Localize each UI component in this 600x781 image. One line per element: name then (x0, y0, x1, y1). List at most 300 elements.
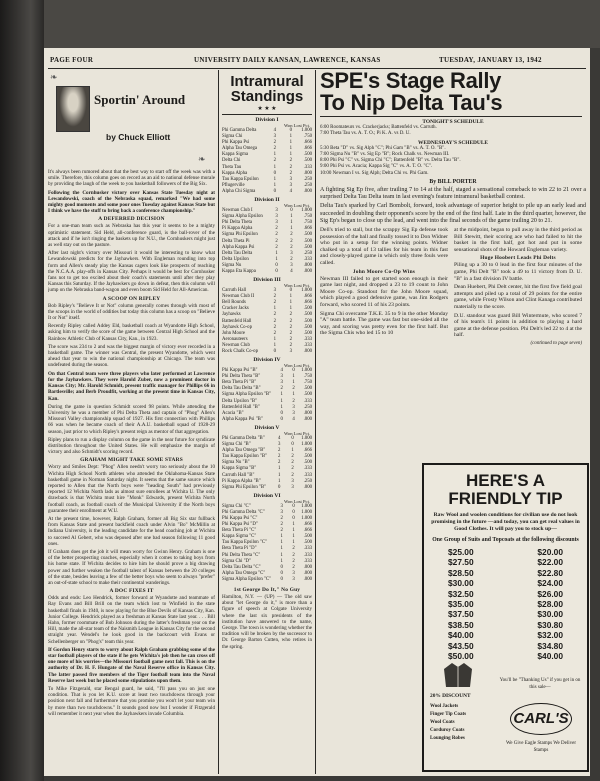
cell-won: 4 (277, 435, 281, 441)
cell-won: 3 (275, 208, 278, 214)
cell-team: Kappa Alpha (222, 170, 248, 176)
cell-won: 1 (273, 176, 276, 182)
cell-team: Acacia "B" (222, 410, 244, 416)
cell-pct: .000 (303, 410, 312, 416)
price-sale: $34.80 (537, 640, 563, 651)
cell-team: Delta Upsilon (222, 256, 249, 262)
cell-lost: 0 (292, 515, 295, 521)
cell-pct: .333 (303, 558, 312, 564)
cell-won: 2 (273, 324, 276, 330)
cell-team: Pi Kappa Alpha "B" (222, 478, 261, 484)
story-byline: By BILL PORTER (429, 179, 477, 186)
continued-note: (continued to page seven) (530, 341, 582, 346)
paragraph: It's always been rumored about that the best way to start off the week was with a smile. Therefore, this column goes on record as an aid to national defense morale by providing the laugh of the week to you basketball followers of the Big Six. (48, 169, 215, 188)
story-columns (320, 227, 586, 346)
paragraph: During the game in question Schmidt scored 98 points. While attending the University he was a member of Phi Delta Theta and captain of "Phog" Allen's Missouri Valley championship squad of 1927. His first connection with Phillips 66 was when he became coach of their A.A.U. basketball squad of 1928-29 season, just prior to which Ripley's present reign as mentor of that aggregation. (48, 403, 215, 435)
story-headline: To Nip Delta Tau's (320, 90, 503, 115)
cell-lost: 1 (289, 134, 292, 140)
discount-item: Finger Tip Coats (430, 712, 467, 717)
cell-won: 2 (273, 140, 276, 146)
price-regular: $28.50 (448, 567, 474, 578)
cell-lost: 2 (292, 398, 295, 404)
cell-pct: 1.000 (301, 435, 312, 441)
cell-team: Sigma Nu (222, 262, 242, 268)
price-row (424, 599, 587, 609)
subhead: John Moore Co-Op Wins (352, 268, 416, 275)
price-regular: $30.00 (448, 578, 474, 589)
cell-team: Beta Theta Pi "C" (222, 528, 257, 534)
subhead: A DOC FIXES IT (109, 588, 154, 595)
standings-table (222, 504, 312, 583)
cell-won: 0 (275, 268, 278, 274)
paragraph: Worry and Smiles Dept: "Phog" Allen needn't worry too seriously about the 10 Wichita High School North athletes who attended the Oklahoma-Kansas State basketball game in Norman Saturday night. It seems that the same source which reported to Allen that the North boys were "heading South" had previously reported 12 Wichita North lads as almost sure enrollees at Wichita U. The only drawback is that Wichita must hire "Monk" Edwards, present Wichita North football coach, as football coach of the Municipal University if the North boys guarantee their enrollment at W.U. (48, 464, 215, 514)
book-binding-edge (0, 0, 44, 781)
cell-team: Battenfeld Hall (222, 318, 252, 324)
ad-group-line: One Group of Suits and Topcoats at the following discounts (432, 537, 579, 543)
price-regular: $25.00 (448, 547, 474, 557)
cell-lost: 3 (292, 410, 295, 416)
cell-lost: 2 (292, 558, 295, 564)
ad-headline-line: FRIENDLY TIP (448, 489, 563, 508)
cell-team: Pi Kappa Alpha (222, 226, 253, 232)
cell-won: 2 (277, 460, 281, 466)
column-divider (218, 70, 219, 774)
cell-won: 1 (273, 342, 276, 348)
cell-pct: .500 (303, 534, 312, 540)
cell-won: 0 (280, 564, 283, 570)
cell-pct: .666 (303, 146, 312, 152)
ad-thanks: You'll be "Thanking Us" if you get in on this sale— (499, 678, 581, 690)
cell-pct: .333 (303, 336, 312, 342)
column-header: Won Lost Pct. (283, 363, 310, 369)
column-header: Won Lost Pct. (283, 430, 310, 436)
cell-lost: 1 (289, 140, 292, 146)
paragraph: Following the Cornhusker victory over Kansas State Tuesday night at Lewandowski, coach of the Nebraska squad, remarked "We had some mighty good moments and some poor ones Tuesday against Kansas State but I think we have the stuff to bring back a conference championship." (48, 189, 215, 215)
cell-team: Phi Gamma Delta "B" (222, 435, 265, 441)
cell-pct: .666 (303, 522, 312, 528)
paragraph: A fighting Sig Ep five, after trailing 7 to 14 at the half, staged a sensational comeback to win 22 to 21 over a surprised Delta Tau Delta team in last evening's feature intramural basketball contest. (320, 187, 586, 201)
schedule-line: 7:00 Sigma Nu "B" vs. Sig Ep "B"; Rock Chalk vs. Newman III. (320, 151, 450, 157)
cell-lost: 2 (290, 256, 293, 262)
cell-team: Sigma Chi "D" (222, 558, 251, 564)
price-sale: $22.00 (537, 557, 563, 568)
cell-won: 2 (273, 312, 276, 318)
cell-team: Kappa Sigma (222, 152, 248, 158)
cell-team: Sigma Alpha Epsilon "C" (222, 576, 272, 582)
cell-pct: .750 (303, 134, 312, 140)
cell-lost: 4 (292, 416, 295, 422)
price-row (424, 651, 587, 661)
cell-pct: .500 (303, 330, 312, 336)
cell-pct: .500 (303, 540, 312, 546)
discount-label: 20% DISCOUNT (430, 693, 471, 699)
paragraph: The score was 234 to 2 and was the biggest margin of victory ever recorded in a basketball game. The winner was Central, the present Wyandotte, which went ahead that year to win the national championship at Chicago. The team was undefeated during the season. (48, 343, 215, 369)
cell-lost: 2 (292, 564, 295, 570)
paragraph: If Gordon Henry starts to worry about Ralph Graham grabbing some of the star football players of the state if he gets Wichita's job then he can cross off one more of his worries—the Missouri football game next fall. This is on the authority of Dr. H. F. Hungate of the Naval Reserve office in Kansas City. The latter passed five members of the Tiger football team into the Naval Reserve last week but he placed some stipulations upon them. (48, 646, 215, 684)
cell-lost: 3 (291, 478, 294, 484)
paragraph: Bob Ripley's "Believe It or Not" column generally comes through with most of the scoops in the world of oddities but today this column has a scoop on "Believe It or Not" itself. (48, 302, 215, 322)
cell-lost: 3 (290, 250, 293, 256)
price-regular: $27.50 (448, 557, 474, 568)
cell-pct: .333 (303, 552, 312, 558)
paragraph: Sigma Chi overcame T.K.E. 35 to 9 in the other Monday "A" team battle. The game was fast but one-sided all the way, and scoring was pretty even for the first half. But the Sigma Chis who led 15 to 10 (320, 310, 448, 337)
cell-pct: .000 (303, 484, 312, 490)
schedule-line: 5:30 Beta "D" vs. Sig Alph "C"; Phi Gam "B" vs. A. T. O. "B". (320, 145, 446, 151)
cell-won: 4 (273, 128, 276, 133)
cell-pct: .500 (303, 158, 312, 164)
cell-team: Phi Gamma Delta (222, 128, 257, 133)
cell-lost: 4 (290, 268, 293, 274)
standings-title (222, 74, 312, 104)
cell-won: 1 (280, 552, 283, 558)
cell-pct: .500 (303, 306, 312, 312)
price-sale: $30.00 (537, 609, 563, 620)
cell-lost: 1 (290, 214, 293, 220)
cell-pct: .333 (303, 342, 312, 348)
subhead: GRAHAM MIGHT TAKE SOME STARS (80, 457, 183, 464)
intramural-standings (222, 70, 312, 774)
cell-lost: 1 (292, 528, 295, 534)
cell-won: 1 (280, 540, 283, 546)
price-sale: $26.00 (537, 588, 563, 599)
cell-pct: .500 (303, 324, 312, 330)
cell-pct: 1.000 (301, 208, 312, 214)
headline-rule (320, 116, 582, 117)
cell-won: 0 (273, 170, 276, 176)
paragraph: Odds and ends: Leo Hendrick, former forward at Wyandotte and teammate of Ray Evans and Bill Brill on the team which lost to Winfield in the state basketball finals in 1940, is now playing for the Blue Devils of Kansas City, Kan. Junior College. Hendrick played as a freshman at Kansas State last year. . . . Bill Hahn, former roommate of Bob Johnson during the latter's freshman year on the Hill, made the all-star team of the Naismith League in Kansas City for the second straight year. Wendel's he look good in the backcourt with Evans or Schellenberger on "Phog's" team this year. (48, 595, 215, 645)
cell-pct: .250 (303, 404, 312, 410)
cell-team: Alpha Kappa Psi (222, 244, 255, 250)
price-sale: $30.80 (537, 619, 563, 630)
coat-icon (440, 661, 476, 689)
cell-team: Newman Club II (222, 294, 255, 300)
page-header (44, 56, 590, 68)
schedule-line: 8:00 Phi Psi "C" vs. Sigma Chi "C"; Battenfeld "B" vs. Delta Tau "B". (320, 158, 461, 164)
cell-team: Phi Gamma Delta "C" (222, 509, 265, 515)
page-number: PAGE FOUR (50, 56, 94, 64)
carls-advertisement (422, 463, 589, 772)
cell-won: 3 (277, 442, 281, 448)
paragraph: Dell's tried to stall, but the scrappy Sig Ep defense took possession of the ball and finally tossed it to Don Widner who put in a setup for the winning points. Widner chalked up a total of 13 tallies for his team in this fast and closely-played game in which only three fouls were called. (320, 227, 449, 267)
standings-rule (222, 114, 312, 115)
cell-pct: 1.000 (301, 368, 312, 374)
cell-team: Phi Delta Theta "C" (222, 552, 261, 558)
cell-pct: .500 (303, 454, 312, 460)
paragraph: At the present time, however, Ralph Graham, former all Big Six star fullback from Kansas State and present backfield coach under Alvin "Bo" McMillin at Indiana University, is the leading candidate for the head coaching job at Wichita to succeed Al Gebert, who was deposed after one bad season following 11 good ones. (48, 515, 215, 547)
cell-lost: 1 (290, 220, 293, 226)
cell-team: Tau Kappa Epsilon "C" (222, 540, 268, 546)
cell-team: Cracker Jacks (222, 306, 249, 312)
cell-lost: 3 (289, 182, 292, 188)
cell-lost: 1 (292, 374, 295, 380)
cell-team: Sigma Phi Epsilon (222, 232, 258, 238)
cell-won: 1 (273, 306, 276, 312)
table-row (222, 577, 312, 583)
cell-team: Battenfeld Hall "B" (222, 404, 260, 410)
ad-body: Raw Wool and woolen conditions for civilian use do not look promising in the future —and today, you can get real values in Good Clothes. It will pay you to stock up— (431, 512, 580, 532)
paragraph: Piling up a 30 to 0 lead in the first four minutes of the game, Phi Delt "B" took a 49 to 11 victory from D. U. "B" in a fast division IV battle. (454, 262, 582, 282)
division-title: Division VI (253, 492, 281, 499)
cell-pct: .000 (303, 570, 312, 576)
schedule-list (320, 125, 586, 177)
cell-pct: .000 (303, 188, 312, 194)
price-regular: $43.50 (448, 640, 474, 651)
paragraph: For a one-man team such as Nebraska has this year it seems to be a mighty optimistic statement. Sid Held, all-conference guard, is the ball-rover of the attack and if he isn't ringing the baskets up for N.U., the Cornhuskers might just as well stay out on the pasture. (48, 223, 215, 249)
price-row (424, 557, 587, 567)
cell-team: Beta Theta Pi "B" (222, 380, 257, 386)
cell-lost: 0 (291, 442, 294, 448)
cell-pct: 1.000 (301, 442, 312, 448)
cell-lost: 1 (292, 534, 295, 540)
standings-table (222, 288, 312, 355)
division-title: Division II (254, 197, 280, 204)
cell-lost: 1 (290, 226, 293, 232)
price-sale: $22.80 (537, 567, 563, 578)
cell-team: Phi Delta Theta "B" (222, 374, 261, 380)
subhead: A SCOOP ON RIPLEY (102, 295, 161, 302)
cell-team: Tau Kappa Epsilon (222, 176, 259, 182)
cell-pct: .000 (303, 416, 312, 422)
cell-pct: .333 (303, 546, 312, 552)
cell-pct: .333 (303, 398, 312, 404)
cell-pct: .666 (303, 528, 312, 534)
cell-lost: 3 (292, 404, 295, 410)
cell-team: Kappa Sigma "C" (222, 534, 257, 540)
column-header: Won Lost Pct. (283, 498, 310, 504)
paragraph: Recently Ripley called Addey Eld, basketball coach at Wyandotte High School, asking him to verify the score of the game between Central High School and the Rainbow Athletic Club of Kansas City, Kan., in 1923. (48, 323, 215, 342)
cell-won: 0 (273, 188, 276, 194)
cell-team: Phi Kappa Psi (222, 140, 250, 146)
price-regular: $37.50 (448, 609, 474, 620)
discount-items (430, 703, 492, 743)
cell-pct: .750 (303, 220, 312, 226)
cell-lost: 2 (289, 342, 292, 348)
cell-won: 2 (280, 528, 283, 534)
ornament-icon: ❧ (50, 72, 58, 82)
cell-team: Phi Kappa Psi "B" (222, 368, 258, 374)
cell-won: 2 (277, 454, 281, 460)
cell-won: 2 (273, 330, 276, 336)
cell-team: Newman Club (222, 342, 250, 348)
cell-won: 1 (277, 466, 281, 472)
cell-lost: 1 (291, 448, 294, 454)
table-row (222, 189, 312, 195)
cell-pct: .666 (303, 140, 312, 146)
cell-team: Delta Tau Delta "B" (222, 386, 261, 392)
sportin-around-column (48, 70, 215, 774)
cell-won: 3 (280, 503, 283, 509)
cell-won: 1 (280, 398, 283, 404)
cell-pct: .500 (303, 152, 312, 158)
cell-pct: .250 (303, 176, 312, 182)
cell-won: 1 (277, 478, 281, 484)
cell-lost: 0 (289, 128, 292, 133)
table-row (222, 417, 312, 423)
cell-lost: 4 (289, 188, 292, 194)
cell-team: Alpha Kappa Psi "B" (222, 416, 263, 422)
price-row (424, 620, 587, 630)
cell-won: 3 (275, 220, 278, 226)
paragraph: Dean Huebert, Phi Delt center, hit the first five field goal attempts and piled up a total of 29 points for the entire game, while Frosty Wilson and Clint Kanaga contributed materially to the score. (454, 284, 582, 311)
cell-pct: .500 (303, 244, 312, 250)
cell-pct: 1.000 (301, 503, 312, 509)
cell-team: Jayhawks (222, 312, 241, 318)
cell-team: Kappa Sigma "B" (222, 466, 257, 472)
cell-team: Sigma Nu "B" (222, 460, 250, 466)
discount-box (430, 693, 492, 743)
column-head (48, 70, 215, 167)
cell-lost: 2 (290, 238, 293, 244)
cell-pct: .750 (303, 374, 312, 380)
paragraph: Ripley plans to run a display column on the game in the near future for syndicate distribution throughout the United States. He will emphasize the margin of victory and also Schmidt's scoring record. (48, 436, 215, 456)
cell-pct: .000 (303, 262, 312, 268)
cell-won: 3 (280, 509, 283, 515)
paragraph: D.U. standout was guard Bill Wintermute, who scored 7 of his team's 11 points in addition to playing a hard game at the defense position. Phi Delt's led 22 to 4 at the half. (454, 312, 582, 339)
cell-pct: .500 (303, 392, 312, 398)
cell-won: 3 (275, 214, 278, 220)
cell-lost: 1 (292, 392, 295, 398)
cell-pct: .750 (303, 214, 312, 220)
cell-pct: 1.000 (301, 128, 312, 133)
cell-team: Jayhawk Co-op (222, 324, 252, 330)
cell-lost: 2 (289, 164, 292, 170)
standings-table (222, 128, 312, 195)
cell-team: Carruth Hall "B" (222, 472, 255, 478)
cell-team: Kappa Eta Kappa (222, 268, 256, 274)
price-row (424, 568, 587, 578)
header-rule (48, 68, 586, 69)
cell-won: 2 (273, 294, 276, 300)
cell-team: Pflugerville (222, 182, 245, 188)
price-row (424, 641, 587, 651)
price-regular: $35.00 (448, 599, 474, 610)
cell-team: Aeronauteers (222, 336, 248, 342)
cell-team: Newman Club I (222, 208, 253, 214)
cell-pct: .250 (303, 250, 312, 256)
schedule-line: 10:00 Newman I vs. Sig Alph; Delta Chi vs. Phi Gam. (320, 170, 429, 176)
cell-lost: 3 (292, 570, 295, 576)
subhead: Huge Hoobert Leads Phi Delts (480, 255, 556, 262)
cell-won: 2 (273, 300, 276, 306)
schedule-line: 7:00 Theta Tau vs. A. T. O.; Pi K. A. vs D. U. (320, 131, 411, 137)
division-title: Division I (255, 117, 279, 123)
price-row (424, 547, 587, 557)
schedule-line: 9:00 Phi Psi vs. Acacia; Kappa Sig "C" vs. A. T. O. "C". (320, 164, 433, 170)
cell-won: 2 (273, 158, 276, 164)
price-list (424, 547, 587, 661)
price-regular: $40.00 (448, 630, 474, 641)
discount-item: Corduroy Coats (430, 728, 465, 733)
cell-team: Sigma Alpha Epsilon (222, 214, 263, 220)
cell-lost: 1 (289, 152, 292, 158)
discount-item: Wool Jackets (430, 704, 459, 709)
cell-team: Sigma Chi (222, 134, 243, 140)
cell-lost: 1 (292, 540, 295, 546)
cell-lost: 3 (292, 576, 295, 582)
column-header: Won Lost Pct. (283, 283, 310, 289)
cell-lost: 3 (289, 349, 292, 354)
cell-lost: 2 (289, 170, 292, 176)
table-row (222, 349, 312, 355)
paragraph: To Mike Fitzgerald, star Bengal guard, he said, "I'll pass you on just one condition. That is you let K.U. score at least two touchdowns through your position next fall and furthermore that you promise you won't let your team win by more than two touchdowns." It sounds good now but I wonder if Fitzgerald will remember it next year when the Jayhawkers invade Columbia. (48, 686, 215, 717)
table-row (222, 485, 312, 491)
cell-team: Delta Theta Pi (222, 238, 250, 244)
cell-team: Bell Rounds (222, 300, 246, 306)
cell-lost: 0 (290, 208, 293, 214)
issue-date: TUESDAY, JANUARY 13, 1942 (439, 56, 542, 64)
price-row (424, 609, 587, 619)
division-title: Division IV (253, 357, 281, 364)
column-divider (315, 70, 316, 774)
cell-won: 3 (280, 380, 283, 386)
story-col-left (320, 227, 448, 346)
standings-table (222, 368, 312, 423)
schedule-title: TONIGHT'S SCHEDULE (422, 119, 484, 125)
cell-team: Delta Upsilon "B" (222, 398, 258, 404)
cell-pct: .000 (303, 564, 312, 570)
column-byline: by Chuck Elliott (106, 132, 171, 142)
cell-lost: 2 (289, 158, 292, 164)
cell-lost: 3 (291, 484, 294, 490)
cell-team: Rock Chalk Co-op (222, 349, 258, 354)
table-row (222, 269, 312, 275)
subhead: A DEFERRED DECISION (98, 216, 165, 223)
cell-won: 1 (275, 256, 278, 262)
price-sale: $28.00 (537, 599, 563, 610)
paragraph: If Graham does get the job it will mean worry for Gwinn Henry. Graham is one of the better prospecting coaches, especially when it comes to taking boys from his home state. If Wichita decides to hire him he should prove a big drawing power and further weaken the football talent of Kansas between the 20 colleges of the state, besides leaving a few of the better boys who seem to always "prefer" an out-of-state school to make their continental wanderings. (48, 548, 215, 586)
cell-lost: 2 (289, 336, 292, 342)
columnist-portrait (56, 86, 90, 132)
cell-team: Phi Delta Theta (222, 220, 253, 226)
cell-lost: 0 (292, 503, 295, 509)
cell-lost: 2 (291, 466, 294, 472)
cell-lost: 2 (291, 460, 294, 466)
division-title: Division III (253, 277, 281, 284)
cell-lost: 2 (292, 386, 295, 392)
standings-table (222, 208, 312, 275)
star-ornament: ★ ★ ★ (257, 106, 277, 112)
cell-lost: 2 (289, 318, 292, 324)
cell-pct: .500 (303, 312, 312, 318)
cell-won: 0 (280, 410, 283, 416)
ad-headline (424, 472, 587, 508)
cell-pct: .666 (303, 226, 312, 232)
cell-lost: 2 (289, 330, 292, 336)
column-header: Won Lost Pct. (283, 203, 310, 209)
cell-lost: 2 (290, 244, 293, 250)
cell-lost: 0 (291, 435, 294, 441)
cell-won: 4 (280, 368, 283, 374)
cell-won: 0 (275, 262, 278, 268)
cell-pct: 1.000 (301, 288, 312, 294)
paragraph: Newman III failed to get started soon enough in their game last night, and dropped a 23 to 19 count to John Moore Co-op. Standout for the John Moore squad, which played a good defensive game, was Jim Rodgers forward, who scored 11 of his 23 points. (320, 275, 448, 309)
paragraph: Delta Tau's sparked by Carl Bombolt, forward, took advantage of superior height to pile up an early lead and succeeded in doubling their opponent's score by the end of the first half. Late in the third quarter, however, the Sig Ep's began to close up the lead, and went into the final seconds of the game trailing 20 to 21. (320, 203, 586, 224)
price-sale: $24.00 (537, 578, 563, 589)
price-sale: $32.00 (537, 630, 563, 641)
column-body (48, 169, 215, 719)
cell-pct: .500 (303, 238, 312, 244)
cell-team: Tau Kappa Epsilon "B" (222, 454, 268, 460)
cell-pct: .666 (303, 300, 312, 306)
price-regular: $38.50 (448, 619, 474, 630)
cell-team: Sigma Chi "B" (222, 442, 251, 448)
cell-lost: 2 (290, 232, 293, 238)
cell-lost: 2 (292, 552, 295, 558)
cell-lost: 1 (289, 146, 292, 152)
cell-won: 1 (273, 152, 276, 158)
paragraph: After last night's victory over Missouri it would be interesting to know what Lewandowski predicts for the Jayhawkers. With Engleman rounding into top form and Allen's steady play the Kansas cagers look like prospects of reaching the N.C.A.A. play-offs in Kansas City. Perhaps it would be best for Cornhusker fans not to get too excited about their coach's statements until after they play Kansas this Saturday. If the Jayhawkers go down in defeat, then this column will jump on the Nebraska band-wagon and even boom Sid Held for All-American. (48, 250, 215, 294)
cell-pct: .000 (303, 576, 312, 582)
